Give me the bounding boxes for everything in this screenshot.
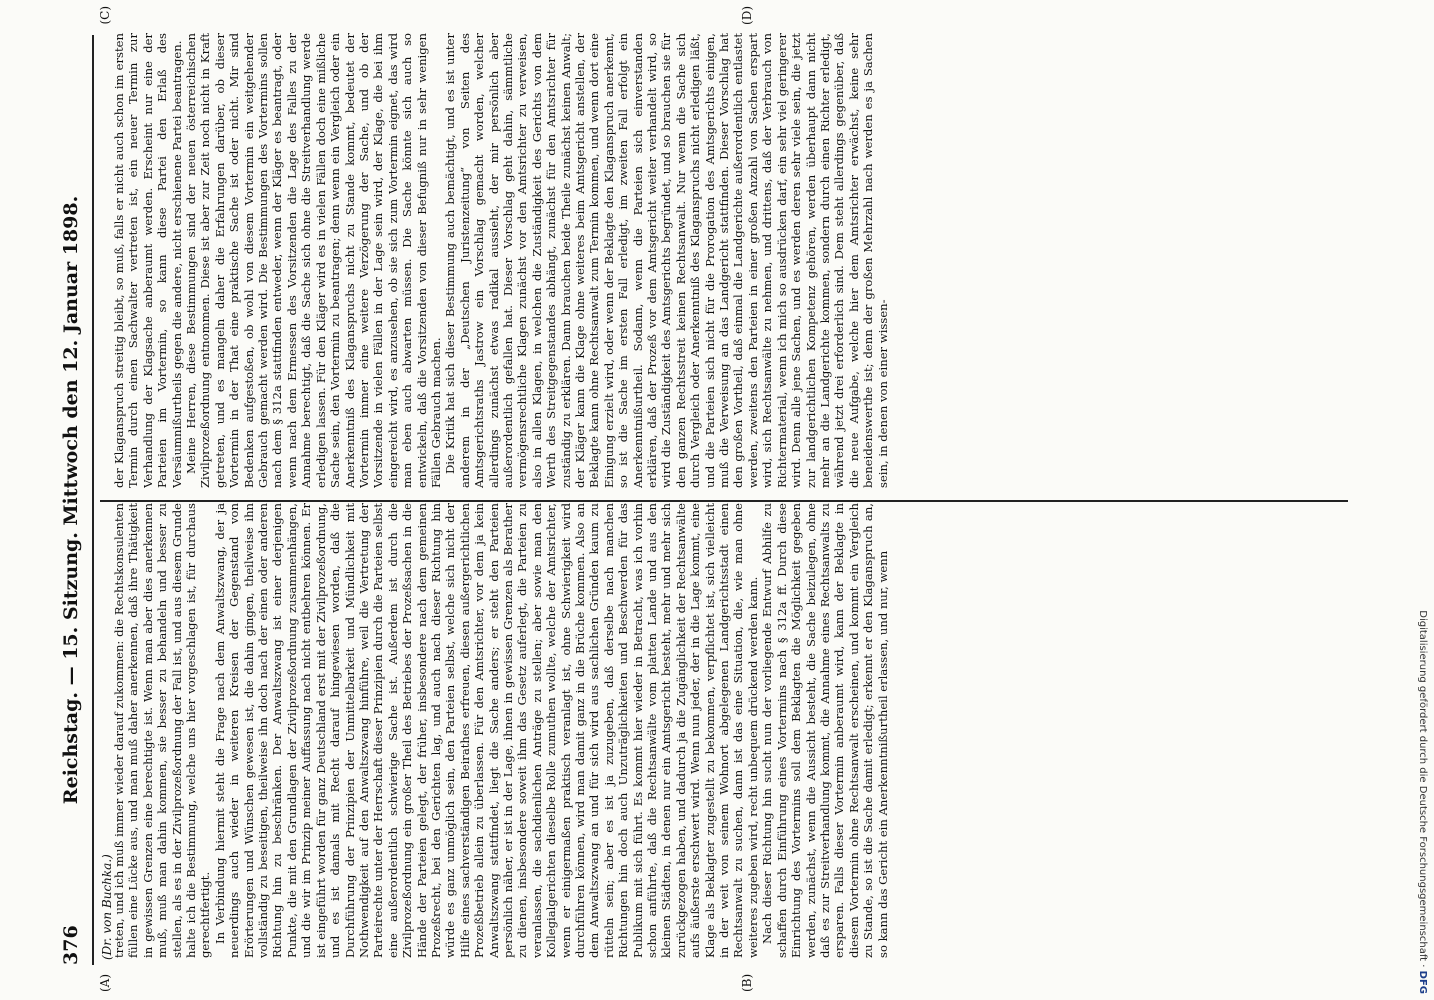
paragraph: In Verbindung hiermit steht die Frage nach dem Anwaltszwang, der ja neuerdings auch wieder in weiteren Kreisen der Gegenstand von Erörterungen und Wünschen gewesen ist, die dahin gingen, theilweise ihn vollständig zu beseitigen, theilweise ihn doch nach der einen oder anderen Richtung hin zu beschränken. Der Anwaltszwang ist einer derjenigen Punkte, die mit den Grundlagen der Zivilprozeßordnung zusammenhängen, und die wir im Prinzip meiner Auffassung nach nicht entbehren können. Er ist eingeführt worden für ganz Deutschland erst mit der Zivilprozeßordnung, und es ist damals mit Recht darauf hingewiesen worden, daß die Durchführung der Prinzipien der Unmittelbarkeit und Mündlichkeit mit Nothwendigkeit auf den Anwaltszwang hinführe, weil die Vertretung der Parteirechte unter der Herrschaft dieser Prinzipien durch die Parteien selbst eine außerordentlich schwierige Sache ist. Außerdem ist durch die Zivilprozeßordnung ein großer Theil des Betriebes der Prozeßsachen in die Hände der Parteien gelegt, der früher, insbesondere nach dem gemeinen Prozeßrecht, bei den Gerichten lag, und auch nach dieser Richtung hin würde es ganz unmöglich sein, den Parteien selbst, welche sich nicht der Hilfe eines sachverständigen Beirathes erfreuen, diesen außergerichtlichen Prozeßbetrieb allein zu überlassen. Für den Amtsrichter, vor dem ja kein Anwaltszwang stattfindet, liegt die Sache anders; er steht den Parteien persönlich näher, er ist in der Lage, ihnen in gewissen Grenzen als Berather zu dienen, insbesondere soweit ihm das Gesetz auferlegt, die Parteien zu veranlassen, die sachdienlichen Anträge zu stellen; aber sowie man den Kollegialgerichten dieselbe Rolle zumuthen wollte, welche der Amtsrichter, wenn er einigermaßen praktisch veranlagt ist, ohne Schwierigkeit wird durchführen können, wird man damit ganz in die Brüche kommen. Also an dem Anwaltszwang an und für sich wird aus sachlichen Gründen kaum zu rütteln sein; aber es ist ja zuzugeben, daß derselbe nach manchen Richtungen hin doch auch Unzuträglichkeiten und Beschwerden für das Publikum mit sich führt. Es kommt hier wieder in Betracht, was ich vorhin schon anführte, daß die Rechtsanwälte vom platten Lande und aus den kleinen Städten, in denen nur ein Amtsgericht besteht, mehr und mehr sich zurückgezogen haben, und dadurch ja die Zugänglichkeit der Rechtsanwälte aufs äußerste erschwert wird. Wenn nun jeder, der in die Lage kommt, eine Klage als Beklagter zugestellt zu bekommen, verpflichtet ist, sich vielleicht in der weit von seinem Wohnort abgelegenen Landgerichtsstadt einen Rechtsanwalt zu suchen, dann ist das eine Situation, die, wie man ohne weiteres zugeben wird, recht unbequem drückend werden kann. xyxy=(212,503,760,958)
page-header xyxy=(58,35,90,965)
margin-mark-c: (C) xyxy=(98,6,112,25)
right-column xyxy=(112,33,1352,488)
paragraph: der Klaganspruch streitig bleibt, so muß, falls er nicht auch schon im ersten Termin durch einen Sachwalter vertreten ist, ein neuer Termin zur Verhandlung der Klagsache anberaumt werden. Erscheint nur eine der Parteien im Vortermin, so kann diese Partei den Erlaß des Versäumnißurtheils gegen die andere, nicht erschienene Partei beantragen. xyxy=(112,33,184,488)
paragraph: Die Kritik hat sich dieser Bestimmung auch bemächtigt, und es ist unter anderem in der „Deutschen Juristenzeitung“ von Seiten des Amtsgerichtsraths Jastrow ein Vorschlag gemacht worden, welcher allerdings zunächst etwas radikal aussieht, der mir persönlich aber außerordentlich gefallen hat. Dieser Vorschlag geht dahin, sämmtliche vermögensrechtliche Klagen zunächst vor den Amtsrichter zu verweisen, also in allen Klagen, in welchen die Zuständigkeit des Gerichts von dem Werth des Streitgegenstandes abhängt, zunächst für den Amtsrichter für zuständig zu erklären. Dann brauchen beide Theile zunächst keinen Anwalt; der Kläger kann die Klage ohne weiteres beim Amtsgericht anstellen, der Beklagte kann ohne Rechtsanwalt zum Termin kommen, und wenn dort eine Einigung erzielt wird, oder wenn der Beklagte den Klaganspruch anerkennt, so ist die Sache im ersten Fall erledigt, im zweiten Fall erfolgt ein Anerkenntnißurtheil. Sodann, wenn die Parteien sich einverstanden erklären, daß der Prozeß vor dem Amtsgericht weiter verhandelt wird, so wird die Zuständigkeit des Amtsgerichts begründet, und so brauchen sie für den ganzen Rechtsstreit keinen Rechtsanwalt. Nur wenn die Sache sich durch Vergleich oder Anerkenntniß des Klaganspruchs nicht erledigen läßt, und die Parteien sich nicht für die Prorogation des Amtsgerichts einigen, muß die Verweisung an das Landgericht stattfinden. Dieser Vorschlag hat den großen Vortheil, daß einmal die Landgerichte außerordentlich entlastet werden, zweitens den Parteien in einer großen Anzahl von Sachen erspart wird, sich Rechtsanwälte zu nehmen, und drittens, daß der Verbrauch von Richtermaterial, wenn ich mich so ausdrücken darf, ein sehr viel geringerer wird. Denn alle jene Sachen, und es werden deren sehr viele sein, die jetzt zur landgerichtlichen Kompetenz gehören, werden überhaupt dann nicht mehr an die Landgerichte kommen, sondern durch einen Richter erledigt, während jetzt drei erforderlich sind. Dem steht allerdings gegenüber, daß die neue Aufgabe, welche hier dem Amtsrichter erwächst, keine sehr beneidenswerthe ist; denn der großen Mehrzahl nach werden es ja Sachen sein, in denen von einer wissen- xyxy=(443,33,890,488)
credit-strip xyxy=(1412,6,1428,994)
speaker-note: (Dr. von Buchka.) xyxy=(100,854,114,960)
left-column xyxy=(112,503,1352,958)
credit-text: Digitalisierung gefördert durch die Deutsche Forschungsgemeinschaft xyxy=(1417,610,1428,962)
page-number: 376 xyxy=(60,925,82,965)
column-divider xyxy=(100,500,1348,502)
margin-mark-a: (A) xyxy=(98,973,112,992)
header-rule xyxy=(92,35,94,965)
paragraph: Meine Herren, diese Bestimmungen sind der neuen österreichischen Zivilprozeßordnung entnommen. Diese ist aber zur Zeit noch nicht in Kraft getreten, und es mangeln daher die Erfahrungen darüber, ob dieser Vortermin in der That eine praktische Sache ist oder nicht. Mir sind Bedenken aufgestoßen, ob wohl von diesem Vortermin ein weitgehender Gebrauch gemacht werden wird. Die Bestimmungen des Vortermins sollen nach dem § 312a stattfinden entweder, wenn der Kläger es beantragt, oder wenn nach dem Ermessen des Vorsitzenden die Lage des Falles zu der Annahme berechtigt, daß die Sache sich ohne die Streitverhandlung werde erledigen lassen. Für den Kläger wird es in vielen Fällen doch eine mißliche Sache sein, den Vortermin zu beantragen; denn wenn ein Vergleich oder ein Anerkenntniß des Klaganspruchs nicht zu Stande kommt, bedeutet der Vortermin immer eine weitere Verzögerung der Sache, und ob der Vorsitzende in vielen Fällen in der Lage sein wird, der Klage, die bei ihm eingereicht wird, es anzusehen, ob sie sich zum Vortermin eignet, das wird man eben auch abwarten müssen. Die Sache könnte sich auch so entwickeln, daß die Vorsitzenden von dieser Befugniß nur in sehr wenigen Fällen Gebrauch machen. xyxy=(184,33,443,488)
credit-line: Digitalisierung gefördert durch die Deutsche Forschungsgemeinschaft · DFG xyxy=(1417,610,1428,994)
margin-mark-b: (B) xyxy=(740,973,754,992)
dfg-logo: DFG xyxy=(1417,970,1428,994)
paragraph: treten, und ich muß immer wieder darauf zukommen: die Rechtskonsulenten füllen eine Lücke aus, und man muß daher anerkennen, daß ihre Thätigkeit in gewissen Grenzen eine berechtigte ist. Wenn man aber dies anerkennen muß, muß man dahin kommen, sie besser zu behandeln und besser zu stellen, als es in der Zivilprozeßordnung der Fall ist, und aus diesem Grunde halte ich die Bestimmung, welche uns hier vorgeschlagen ist, für durchaus gerechtfertigt. xyxy=(112,503,213,958)
page-title: Reichstag. — 15. Sitzung. Mittwoch den 12. Januar 1898. xyxy=(60,195,82,805)
margin-mark-d: (D) xyxy=(740,6,754,25)
paragraph: Nach dieser Richtung hin sucht nun der vorliegende Entwurf Abhilfe zu schaffen durch Einführung eines Vortermins nach § 312a ff. Durch diese Einrichtung des Vortermins soll dem Beklagten die Möglichkeit gegeben werden, zunächst, wenn die Aussicht besteht, die Sache beizulegen, ohne daß es zur Streitverhandlung kommt, die Annahme eines Rechtsanwalts zu ersparen. Falls dieser Vortermin anberaumt wird, kann der Beklagte in diesem Vortermin ohne Rechtsanwalt erscheinen, und kommt ein Vergleich zu Stande, so ist die Sache damit erledigt; erkennt er den Klaganspruch an, so kann das Gericht ein Anerkenntnißurtheil erlassen, und nur, wenn xyxy=(760,503,890,958)
